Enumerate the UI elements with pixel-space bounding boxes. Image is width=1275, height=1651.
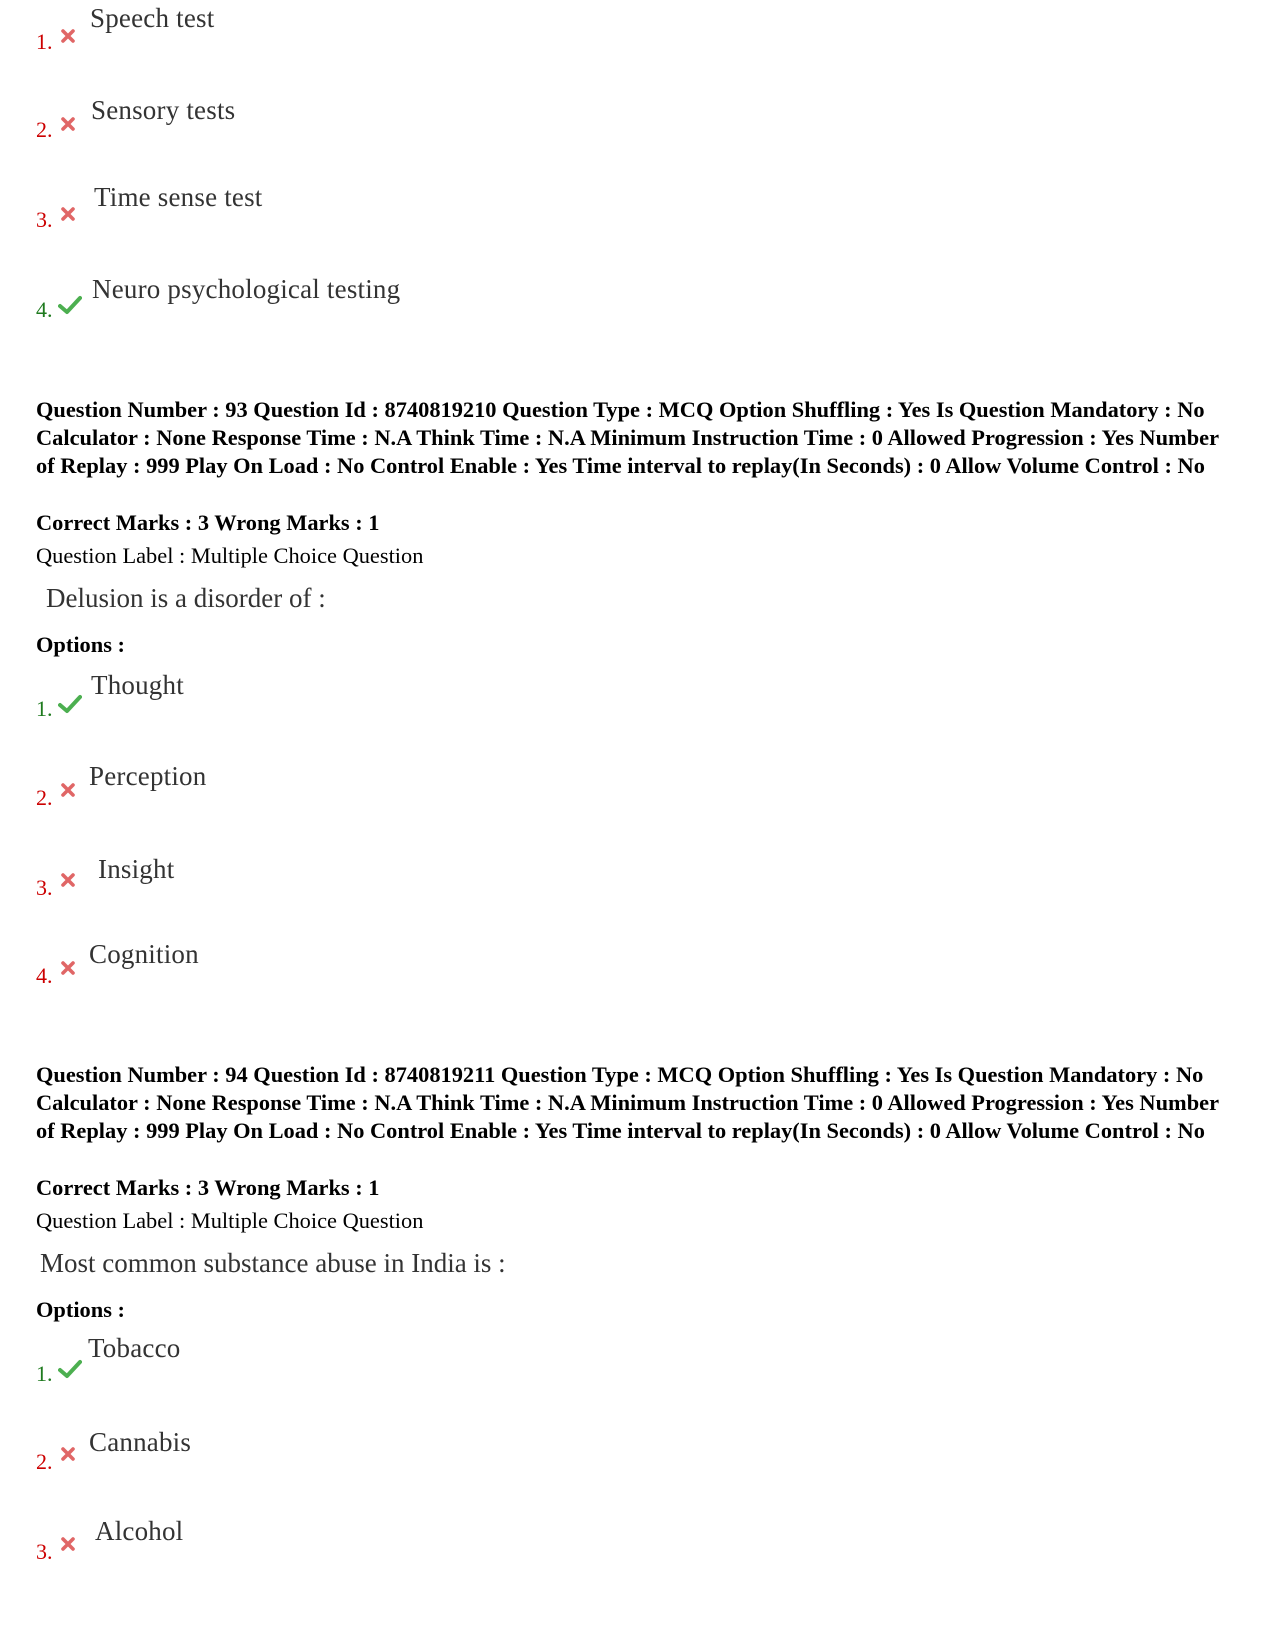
options-heading: Options : (36, 632, 125, 657)
option-number: 1. (36, 1361, 53, 1386)
option-text: Cognition (89, 939, 199, 969)
option-row (0, 1422, 700, 1482)
cross-icon (60, 872, 82, 894)
option-text: Speech test (90, 3, 215, 33)
options-heading: Options : (36, 1297, 125, 1322)
option-row (0, 0, 700, 60)
option-row (0, 270, 700, 330)
question-marks: Correct Marks : 3 Wrong Marks : 1 (36, 510, 380, 535)
option-row (0, 180, 700, 240)
cross-icon (60, 1446, 82, 1468)
option-number: 4. (36, 297, 53, 322)
check-icon (58, 295, 80, 317)
cross-icon (60, 28, 82, 50)
cross-icon (60, 782, 82, 804)
option-row (0, 848, 700, 908)
question-meta: Question Number : 94 Question Id : 8740819211 Question Type : MCQ Option Shuffling : Yes Is Question Mandatory : No Calculator : None Response Time : N.A Think Time : N.A Minimum Instruction Time : 0 Allowed Progression : Yes Number of Replay : 999 Play On Load : No Control Enable : Yes Time interval to replay(In Seconds) : 0 Allow Volume Control : No (36, 1062, 1219, 1143)
option-text: Thought (91, 670, 184, 700)
question-label: Question Label : Multiple Choice Question (36, 1208, 424, 1233)
option-number: 3. (36, 207, 53, 232)
option-row (0, 1333, 700, 1393)
option-row (0, 936, 700, 996)
option-text: Cannabis (89, 1427, 192, 1457)
option-text: Insight (98, 854, 175, 884)
option-number: 4. (36, 963, 53, 988)
cross-icon (60, 116, 82, 138)
option-row (0, 90, 700, 150)
option-row (0, 758, 700, 818)
check-icon (58, 1359, 80, 1381)
option-text: Tobacco (88, 1333, 181, 1363)
check-icon (58, 694, 80, 716)
option-text: Perception (89, 761, 207, 791)
question-label: Question Label : Multiple Choice Question (36, 543, 424, 568)
question-marks: Correct Marks : 3 Wrong Marks : 1 (36, 1175, 380, 1200)
option-number: 2. (36, 785, 53, 810)
cross-icon (60, 206, 82, 228)
option-text: Sensory tests (91, 95, 236, 125)
option-number: 2. (36, 1449, 53, 1474)
option-number: 3. (36, 1539, 53, 1564)
option-number: 1. (36, 29, 53, 54)
question-text: Delusion is a disorder of : (46, 583, 326, 613)
option-text: Neuro psychological testing (92, 274, 401, 304)
option-text: Time sense test (94, 182, 263, 212)
question-meta: Question Number : 93 Question Id : 8740819210 Question Type : MCQ Option Shuffling : Yes Is Question Mandatory : No Calculator : None Response Time : N.A Think Time : N.A Minimum Instruction Time : 0 Allowed Progression : Yes Number of Replay : 999 Play On Load : No Control Enable : Yes Time interval to replay(In Seconds) : 0 Allow Volume Control : No (36, 397, 1219, 478)
option-number: 1. (36, 696, 53, 721)
option-text: Alcohol (95, 1516, 184, 1546)
option-row (0, 668, 700, 728)
option-row (0, 1512, 700, 1572)
option-number: 3. (36, 875, 53, 900)
question-text: Most common substance abuse in India is : (40, 1248, 506, 1278)
option-number: 2. (36, 117, 53, 142)
cross-icon (60, 960, 82, 982)
cross-icon (60, 1536, 82, 1558)
